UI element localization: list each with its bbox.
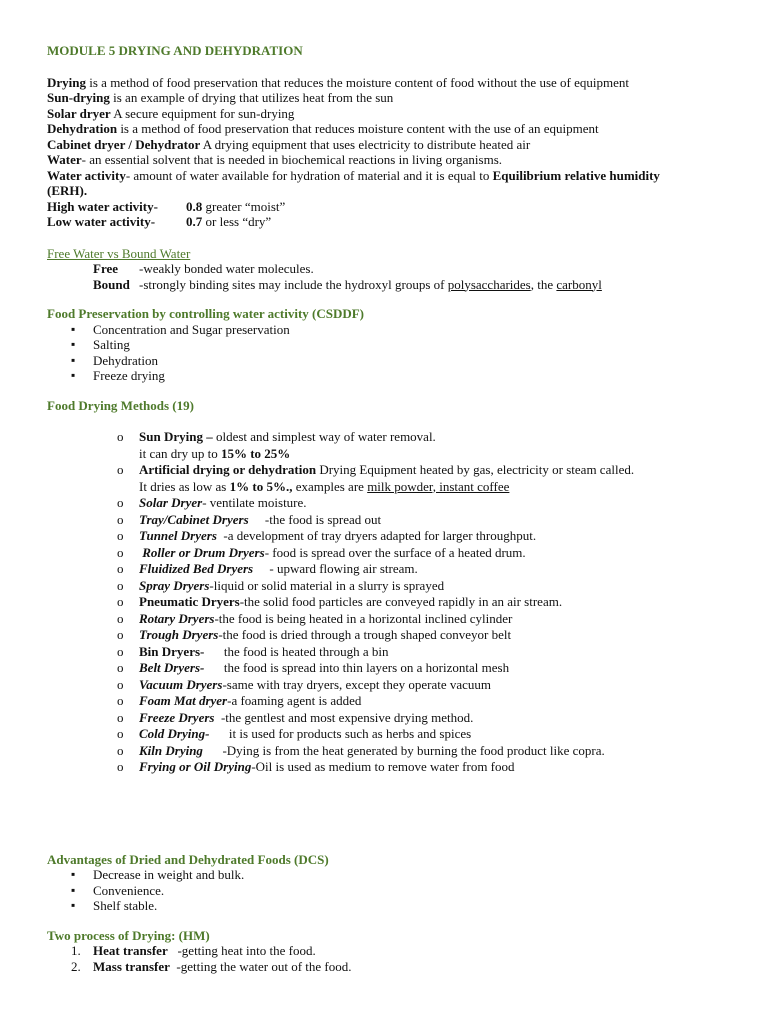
methods-section xyxy=(47,398,737,776)
high-water-activity: High water activity- 0.8 greater “moist” xyxy=(47,198,286,214)
circle-bullet-icon: o xyxy=(117,462,124,477)
process-list xyxy=(47,943,737,974)
list-item: o Bin Dryers- the food is heated through a bin xyxy=(117,643,389,659)
free-bound-section xyxy=(47,246,737,293)
document-page xyxy=(47,43,737,974)
definition-sun-drying: Sun-drying is an example of drying that utilizes heat from the sun xyxy=(47,90,394,105)
low-water-activity: Low water activity- 0.7 or less “dry” xyxy=(47,214,272,229)
circle-bullet-icon: o xyxy=(117,627,124,642)
circle-bullet-icon: o xyxy=(117,676,124,692)
definitions xyxy=(47,75,737,230)
list-item: o Belt Dryers- the food is spread into thin layers on a horizontal mesh xyxy=(117,660,510,675)
bound-water-line: Bound -strongly binding sites may include the hydroxyl groups of polysaccharides, the carbonyl xyxy=(93,276,602,292)
circle-bullet-icon: o xyxy=(117,544,124,560)
circle-bullet-icon: o xyxy=(117,643,124,659)
definition-cabinet-dryer: Cabinet dryer / Dehydrator A drying equipment that uses electricity to distribute heated air xyxy=(47,136,531,152)
list-item: ▪ Convenience. xyxy=(71,883,737,899)
list-item: ▪ Shelf stable. xyxy=(71,898,737,914)
definition-erh: (ERH). xyxy=(47,183,88,198)
circle-bullet-icon: o xyxy=(117,709,124,725)
list-item: o Rotary Dryers-the food is being heated in a horizontal inclined cylinder xyxy=(117,610,513,626)
list-item: o Tray/Cabinet Dryers -the food is spread out xyxy=(117,511,382,527)
list-item: ▪ Decrease in weight and bulk. xyxy=(71,867,737,883)
free-bound-heading: Free Water vs Bound Water xyxy=(47,245,191,261)
circle-bullet-icon: o xyxy=(117,429,124,444)
list-item: ▪ Concentration and Sugar preservation xyxy=(71,322,737,338)
list-item: o Pneumatic Dryers-the solid food particles are conveyed rapidly in an air stream. xyxy=(117,594,563,609)
list-item: o Fluidized Bed Dryers - upward flowing air stream. xyxy=(117,561,418,576)
process-heading: Two process of Drying: (HM) xyxy=(47,927,210,943)
list-item: o Kiln Drying -Dying is from the heat generated by burning the food product like copra. xyxy=(117,742,605,758)
advantages-list xyxy=(47,867,737,914)
circle-bullet-icon: o xyxy=(117,561,124,576)
process-section xyxy=(47,928,737,975)
advantages-heading: Advantages of Dried and Dehydrated Foods (DCS) xyxy=(47,851,329,867)
circle-bullet-icon: o xyxy=(117,528,124,543)
list-item: o Freeze Dryers -the gentlest and most expensive drying method. xyxy=(117,709,474,725)
definition-dehydration: Dehydration is a method of food preservation that reduces moisture content with the use of an equipment xyxy=(47,121,599,136)
circle-bullet-icon: o xyxy=(117,594,124,609)
preservation-section xyxy=(47,306,737,384)
free-water-line: Free -weakly bonded water molecules. xyxy=(93,261,314,276)
circle-bullet-icon: o xyxy=(117,726,124,741)
list-item: ▪ Dehydration xyxy=(71,353,737,369)
circle-bullet-icon: o xyxy=(117,577,124,593)
definition-water-activity: Water activity- amount of water available for hydration of material and it is equal to Equilibrium relative humidity xyxy=(47,167,660,183)
circle-bullet-icon: o xyxy=(117,660,124,675)
list-item: o Roller or Drum Dryers- food is spread over the surface of a heated drum. xyxy=(117,544,526,560)
list-item: o Vacuum Dryers-same with tray dryers, except they operate vacuum xyxy=(117,676,491,692)
advantages-section xyxy=(47,852,737,914)
list-item: o Sun Drying – oldest and simplest way of water removal. it can dry up to 15% to 25% xyxy=(117,429,436,461)
circle-bullet-icon: o xyxy=(117,610,124,626)
circle-bullet-icon: o xyxy=(117,742,124,758)
list-item: ▪ Salting xyxy=(71,337,737,353)
definition-drying: Drying is a method of food preservation that reduces the moisture content of food without the use of equipment xyxy=(47,74,629,90)
list-item: o Solar Dryer- ventilate moisture. xyxy=(117,495,307,510)
list-item: 2. Mass transfer -getting the water out of the food. xyxy=(71,958,352,974)
definition-solar-dryer: Solar dryer A secure equipment for sun-drying xyxy=(47,105,295,121)
methods-list xyxy=(47,429,737,776)
circle-bullet-icon: o xyxy=(117,693,124,708)
page-title: MODULE 5 DRYING AND DEHYDRATION xyxy=(47,43,303,58)
list-item: o Foam Mat dryer-a foaming agent is added xyxy=(117,693,362,708)
list-item: o Tunnel Dryers -a development of tray dryers adapted for larger throughput. xyxy=(117,528,537,543)
preservation-heading: Food Preservation by controlling water activity (CSDDF) xyxy=(47,306,365,321)
list-item: o Frying or Oil Drying-Oil is used as medium to remove water from food xyxy=(117,759,515,774)
list-item: 1. Heat transfer -getting heat into the food. xyxy=(71,943,316,958)
list-item: ▪ Freeze drying xyxy=(71,368,737,384)
circle-bullet-icon: o xyxy=(117,511,124,527)
circle-bullet-icon: o xyxy=(117,495,124,510)
circle-bullet-icon: o xyxy=(117,759,124,774)
list-item: o Spray Dryers-liquid or solid material in a slurry is sprayed xyxy=(117,577,445,593)
definition-water: Water- an essential solvent that is needed in biochemical reactions in living organisms. xyxy=(47,152,503,167)
list-item: o Artificial drying or dehydration Drying Equipment heated by gas, electricity or steam called. It dries as low as 1% to 5%., examples are milk powder, instant coffee xyxy=(117,462,635,494)
list-item: o Cold Drying- it is used for products such as herbs and spices xyxy=(117,726,472,741)
methods-heading: Food Drying Methods (19) xyxy=(47,397,194,413)
preservation-list xyxy=(47,322,737,384)
list-item: o Trough Dryers-the food is dried through a trough shaped conveyor belt xyxy=(117,627,512,642)
